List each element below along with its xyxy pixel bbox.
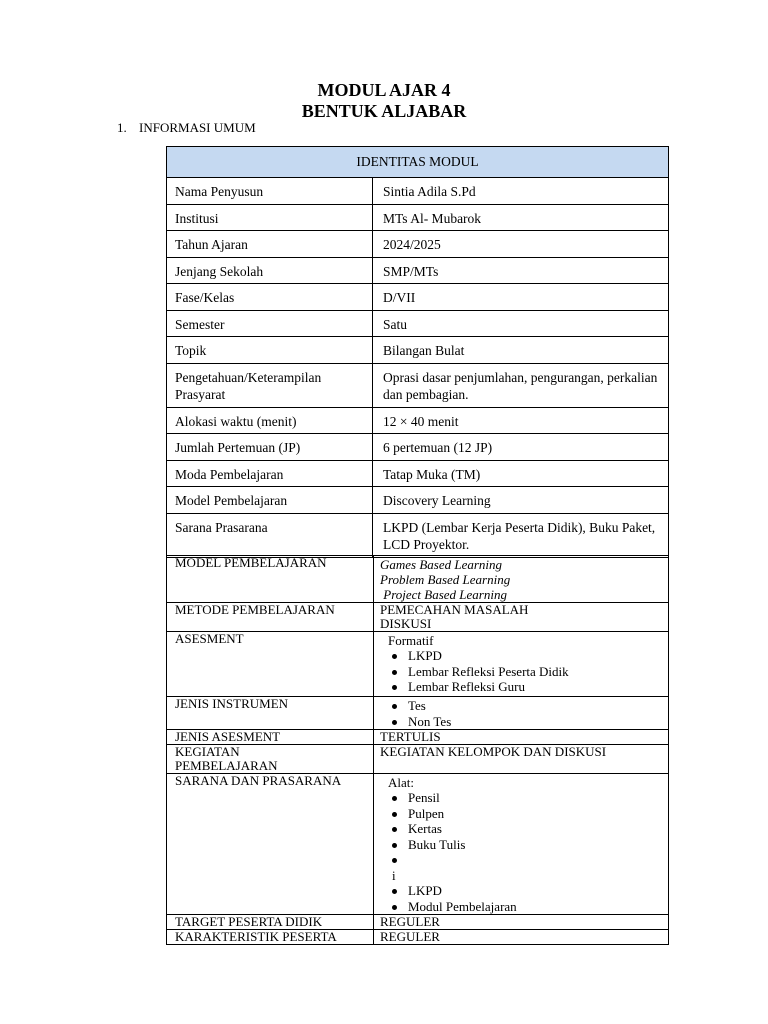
- list-item: Lembar Refleksi Peserta Didik: [380, 664, 664, 680]
- target-value: REGULER: [374, 915, 669, 930]
- sarana-key: SARANA DAN PRASARANA: [167, 774, 374, 915]
- sarana-list: [380, 790, 664, 914]
- list-item: Modul Pembelajaran: [380, 899, 664, 915]
- list-item: [380, 852, 664, 868]
- karakteristik-value: REGULER: [374, 930, 669, 945]
- row-value: Sintia Adila S.Pd: [373, 178, 669, 205]
- row-value: D/VII: [373, 284, 669, 311]
- asesment-list: [380, 648, 664, 695]
- asesment-key: ASESMENT: [167, 632, 374, 697]
- kegiatan-value: KEGIATAN KELOMPOK DAN DISKUSI: [374, 745, 669, 774]
- list-item: Buku Tulis: [380, 837, 664, 853]
- row-key: Semester: [167, 311, 373, 337]
- row-key: Nama Penyusun: [167, 178, 373, 205]
- row-value: 6 pertemuan (12 JP): [373, 434, 669, 461]
- list-item: Pulpen: [380, 806, 664, 822]
- model-key: MODEL PEMBELAJARAN: [167, 556, 374, 603]
- target-key: TARGET PESERTA DIDIK: [167, 915, 374, 930]
- row-value: 2024/2025: [373, 231, 669, 258]
- row-key: Topik: [167, 337, 373, 364]
- row-key: Jenjang Sekolah: [167, 258, 373, 284]
- row-value: 12 × 40 menit: [373, 408, 669, 434]
- instrumen-list: [380, 697, 664, 729]
- document-subtitle: BENTUK ALJABAR: [301, 101, 467, 121]
- list-item: Lembar Refleksi Guru: [380, 679, 664, 695]
- jenis-asesment-key: JENIS ASESMENT: [167, 730, 374, 745]
- row-value: SMP/MTs: [373, 258, 669, 284]
- row-key: Alokasi waktu (menit): [167, 408, 373, 434]
- row-value: Discovery Learning: [373, 487, 669, 514]
- identity-table-header: IDENTITAS MODUL: [167, 147, 669, 178]
- section-label: INFORMASI UMUM: [139, 120, 256, 135]
- list-item: Tes: [380, 698, 664, 714]
- metode-line: DISKUSI: [380, 616, 432, 631]
- kegiatan-key-line: PEMBELAJARAN: [175, 758, 278, 773]
- asesment-intro: Formatif: [388, 633, 434, 648]
- model-values: [374, 556, 669, 603]
- row-value: LKPD (Lembar Kerja Peserta Didik), Buku Paket, LCD Proyektor.: [373, 514, 669, 558]
- instrumen-key: JENIS INSTRUMEN: [167, 697, 374, 730]
- metode-key: METODE PEMBELAJARAN: [167, 603, 374, 632]
- asesment-values: [374, 632, 669, 697]
- document-title: MODUL AJAR 4: [317, 80, 451, 100]
- list-item: LKPD: [380, 883, 664, 899]
- list-item: Non Tes: [380, 714, 664, 730]
- model-line: Problem Based Learning: [380, 572, 511, 587]
- model-line: Project Based Learning: [380, 587, 507, 602]
- sarana-intro: Alat:: [388, 775, 414, 790]
- row-key: Institusi: [167, 205, 373, 231]
- row-key: Jumlah Pertemuan (JP): [167, 434, 373, 461]
- section-heading: [117, 120, 256, 136]
- detail-table: [166, 555, 669, 945]
- kegiatan-key-line: KEGIATAN: [175, 744, 240, 759]
- karakteristik-key: KARAKTERISTIK PESERTA: [167, 930, 374, 945]
- row-key: Model Pembelajaran: [167, 487, 373, 514]
- row-key: Pengetahuan/Keterampilan Prasyarat: [167, 364, 373, 408]
- jenis-asesment-value: TERTULIS: [374, 730, 669, 745]
- row-value: Bilangan Bulat: [373, 337, 669, 364]
- kegiatan-key: [167, 745, 374, 774]
- row-key: Sarana Prasarana: [167, 514, 373, 558]
- row-key: Tahun Ajaran: [167, 231, 373, 258]
- section-number: 1.: [117, 120, 127, 135]
- sarana-values: [374, 774, 669, 915]
- metode-values: [374, 603, 669, 632]
- list-item: i: [392, 867, 396, 883]
- list-item: Kertas: [380, 821, 664, 837]
- instrumen-values: [374, 697, 669, 730]
- row-key: Moda Pembelajaran: [167, 461, 373, 487]
- list-item: Pensil: [380, 790, 664, 806]
- row-value: Oprasi dasar penjumlahan, pengurangan, perkalian dan pembagian.: [373, 364, 669, 408]
- row-value: MTs Al- Mubarok: [373, 205, 669, 231]
- identity-table: [166, 146, 669, 558]
- model-line: Games Based Learning: [380, 557, 503, 572]
- metode-line: PEMECAHAN MASALAH: [380, 602, 529, 617]
- row-value: Satu: [373, 311, 669, 337]
- list-item: LKPD: [380, 648, 664, 664]
- row-value: Tatap Muka (TM): [373, 461, 669, 487]
- row-key: Fase/Kelas: [167, 284, 373, 311]
